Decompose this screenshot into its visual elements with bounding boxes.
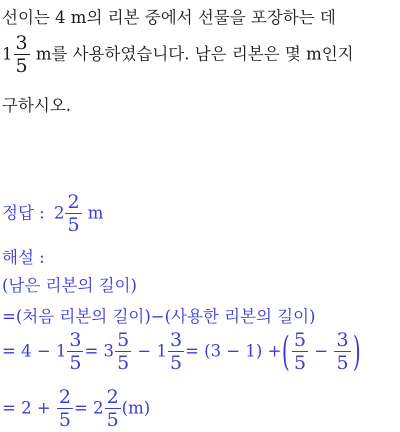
numerator: 5 (294, 329, 307, 351)
denominator: 5 (294, 352, 307, 374)
numerator: 2 (58, 386, 71, 408)
numerator: 2 (106, 386, 119, 408)
numerator: 3 (336, 329, 349, 351)
answer-unit: m (82, 203, 104, 223)
denominator: 5 (336, 352, 349, 374)
step3-part-a: = 4 − 1 (2, 341, 67, 361)
problem-line-1: 선이는 4 m의 리본 중에서 선물을 포장하는 데 (2, 8, 336, 27)
solution-step-4 (2, 388, 150, 430)
step4-fraction-1 (57, 388, 73, 430)
solution-label: 해설 : (2, 248, 45, 267)
step3-fraction-3 (168, 331, 184, 373)
solution-step-2: =(처음 리본의 길이)−(사용한 리본의 길이) (2, 307, 316, 326)
used-whole: 1 (2, 44, 13, 64)
step3-part-c: − 1 (132, 341, 167, 361)
left-paren: ( (282, 329, 291, 375)
solution-step-3 (2, 331, 361, 373)
answer-fraction (65, 193, 81, 235)
denominator: 5 (106, 409, 119, 431)
step4-unit: (m) (121, 398, 151, 418)
problem-line-2 (2, 34, 354, 76)
solution-step-1: (남은 리본의 길이) (2, 276, 137, 295)
step3-fraction-5 (334, 331, 350, 373)
step3-fraction-4 (292, 331, 308, 373)
denominator: 5 (58, 409, 71, 431)
step3-fraction-2 (115, 331, 131, 373)
denominator: 5 (169, 352, 183, 374)
answer-line (2, 193, 103, 235)
problem-line-3: 구하시오. (2, 96, 72, 115)
step4-part-a: = 2 + (2, 398, 56, 418)
answer-whole: 2 (53, 203, 65, 223)
used-fraction (14, 34, 30, 76)
right-paren: ) (352, 329, 361, 375)
step3-fraction-1 (67, 331, 83, 373)
answer-label: 정답 : (2, 203, 45, 223)
denominator: 5 (69, 352, 82, 374)
used-denominator: 5 (15, 55, 28, 77)
denominator: 5 (117, 352, 130, 374)
numerator: 3 (69, 329, 82, 351)
used-numerator: 3 (15, 32, 28, 54)
step4-part-b: = 2 (73, 398, 104, 418)
step4-fraction-2 (105, 388, 121, 430)
numerator: 3 (169, 329, 183, 351)
problem-line-2-text: m를 사용하였습니다. 남은 리본은 몇 m인지 (30, 44, 354, 64)
step3-part-b: = 3 (84, 341, 115, 361)
numerator: 5 (117, 329, 130, 351)
answer-denominator: 5 (67, 214, 80, 236)
step3-part-d: = (3 − 1) + (185, 341, 282, 361)
answer-numerator: 2 (67, 191, 80, 213)
step3-part-e: − (309, 341, 334, 361)
